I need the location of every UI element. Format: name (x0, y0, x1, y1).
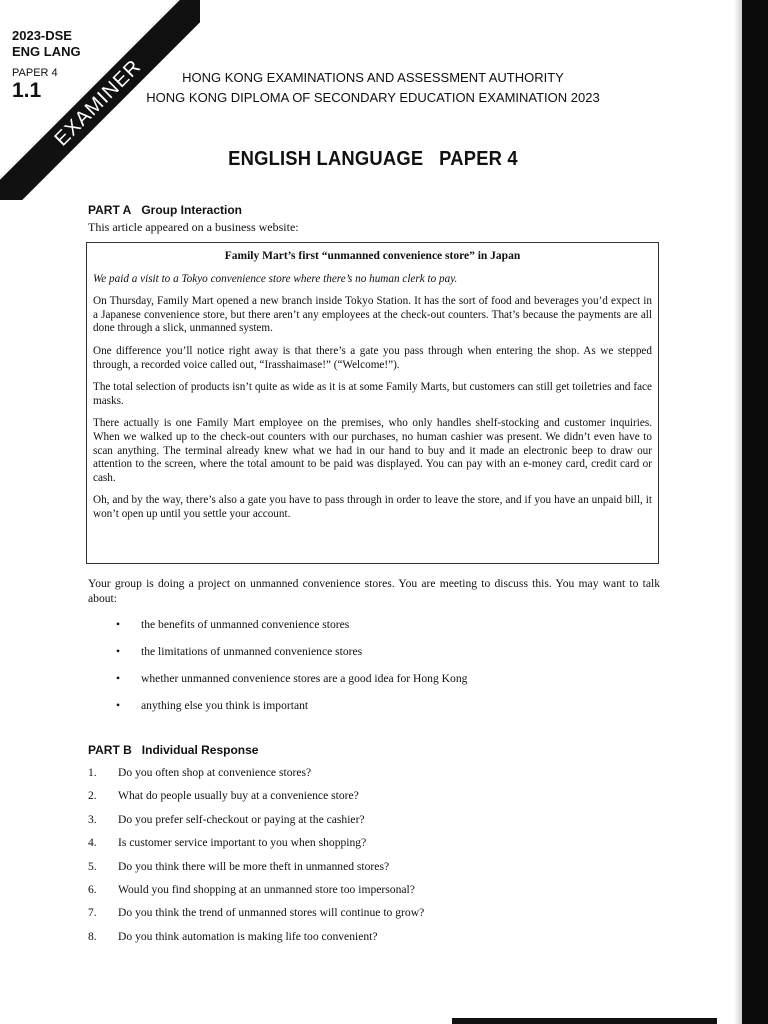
page-edge-shadow (734, 0, 742, 1024)
scan-bottom-mark (452, 1018, 717, 1024)
list-item (88, 906, 424, 929)
article-title: Family Mart’s first “unmanned convenience store” in Japan (224, 250, 521, 262)
question-number: 3. (88, 812, 97, 826)
question-text: Do you think there will be more theft in unmanned stores? (118, 859, 390, 873)
article-paragraph: The total selection of products isn’t quite as wide as it is at some Family Marts, but customers can still get toiletries and face masks. (93, 381, 652, 407)
bullet-text: the limitations of unmanned convenience stores (141, 645, 363, 658)
bullet-text: whether unmanned convenience stores are a good idea for Hong Kong (141, 672, 468, 685)
question-number: 2. (88, 789, 97, 803)
article-paragraph: On Thursday, Family Mart opened a new branch inside Tokyo Station. It has the sort of food and beverages you’d expect in a Japanese convenience store, but there aren’t any employees at the check-out counters. That’s because the payments are all done through a slick, unmanned system. (93, 295, 652, 335)
article-paragraph: Oh, and by the way, there’s also a gate you have to pass through in order to leave the store, and if you have an unpaid bill, it won’t open up until you settle your account. (93, 494, 652, 520)
paper-number: PAPER 4 (12, 67, 58, 79)
bullet-icon: • (116, 699, 121, 712)
list-item (88, 766, 424, 789)
examiner-ribbon: EXAMINER (0, 0, 200, 200)
list-item (88, 883, 424, 906)
scan-border (742, 0, 768, 1024)
question-text: Do you prefer self-checkout or paying at the cashier? (118, 812, 365, 826)
question-number: 7. (88, 906, 97, 920)
question-text: What do people usually buy at a convenience store? (118, 789, 359, 803)
question-number: 8. (88, 929, 97, 943)
list-item (116, 645, 467, 672)
article-paragraph: One difference you’ll notice right away is that there’s a gate you pass through when entering the shop. As we stepped through, a recorded voice called out, “Irasshaimase!” (“Welcome!”). (93, 344, 652, 371)
paper-version: 1.1 (12, 79, 42, 102)
list-item (116, 672, 467, 699)
discussion-points (116, 618, 467, 726)
part-a-title: Group Interaction (141, 203, 243, 217)
exam-name: HONG KONG DIPLOMA OF SECONDARY EDUCATION EXAMINATION 2023 (146, 90, 600, 105)
bullet-text: the benefits of unmanned convenience stores (141, 618, 350, 631)
bullet-text: anything else you think is important (141, 699, 309, 712)
question-text: Do you think automation is making life too convenient? (118, 929, 378, 943)
bullet-icon: • (116, 618, 121, 631)
part-b-heading (88, 743, 258, 757)
question-number: 4. (88, 836, 97, 850)
list-item (88, 836, 424, 859)
part-b-label: PART B (88, 743, 132, 757)
bullet-icon: • (116, 672, 121, 685)
task-instructions: Your group is doing a project on unmanned convenience stores. You are meeting to discuss this. You may want to talk about: (88, 577, 660, 605)
list-item (116, 699, 467, 726)
exam-year-code: 2023-DSE (12, 28, 72, 43)
part-a-label: PART A (88, 203, 132, 217)
question-text: Do you think the trend of unmanned stores will continue to grow? (118, 906, 425, 920)
question-text: Would you find shopping at an unmanned store too impersonal? (118, 882, 415, 896)
list-item (116, 618, 467, 645)
page-title: ENGLISH LANGUAGE PAPER 4 (228, 148, 518, 170)
question-text: Is customer service important to you when shopping? (118, 836, 367, 850)
subject-code: ENG LANG (12, 44, 81, 59)
list-item (88, 930, 424, 953)
question-number: 1. (88, 766, 97, 779)
list-item (88, 789, 424, 812)
bullet-icon: • (116, 645, 121, 658)
authority-name: HONG KONG EXAMINATIONS AND ASSESSMENT AUTHORITY (182, 70, 564, 85)
part-b-title: Individual Response (141, 743, 259, 757)
list-item (88, 813, 424, 836)
question-number: 6. (88, 882, 97, 896)
question-text: Do you often shop at convenience stores? (118, 766, 312, 779)
question-number: 5. (88, 859, 97, 873)
article-subtitle: We paid a visit to a Tokyo convenience store where there’s no human clerk to pay. (93, 272, 458, 285)
list-item (88, 860, 424, 883)
article-box (86, 242, 659, 564)
article-paragraph: There actually is one Family Mart employee on the premises, who only handles shelf-stocking and customer inquiries. When we walked up to the check-out counters with our purchases, no human cashier was present. We didn’t even have to scan anything. The terminal already knew what we had in our hand to buy and it made an electronic beep to draw our attention to the screen, where the total amount to be paid was displayed. You can pay with an e-money card, credit card or cash. (93, 417, 652, 484)
question-list (88, 766, 424, 953)
part-a-heading (88, 203, 242, 217)
article-intro: This article appeared on a business website: (88, 220, 299, 234)
